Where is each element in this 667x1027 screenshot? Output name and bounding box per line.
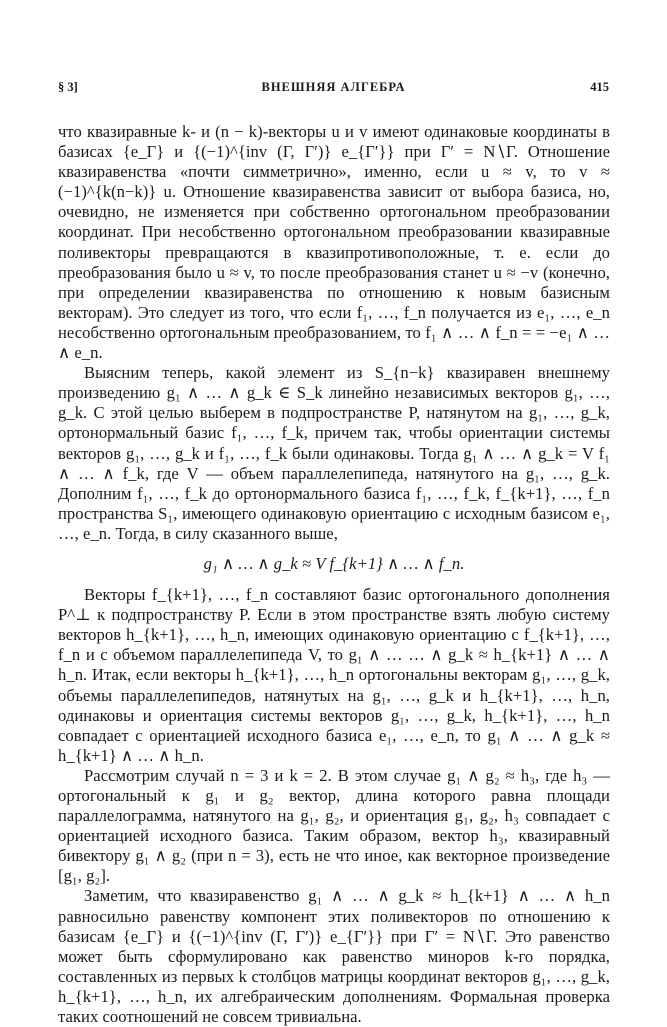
page-body: [58, 122, 610, 1027]
paragraph-find-element: Выясним теперь, какой элемент из S_{n−k} квазиравен внешнему произведению g₁ ∧ … ∧ g_k ∈ S_k линейно независимых векторов g₁, …, g_k. С этой целью выберем в подпространстве P, натянутом на g₁, …, g_k, ортонормальный базис f₁, …, f_k, причем так, чтобы ориентации системы векторов g₁, …, g_k и f₁, …, f_k были одинаковы. Тогда g₁ ∧ … ∧ g_k = V f₁ ∧ … ∧ f_k, где V — объем параллелепипеда, натянутого на g₁, …, g_k. Дополним f₁, …, f_k до ортонормального базиса f₁, …, f_k, f_{k+1}, …, f_n пространства S₁, имеющего одинаковую ориентацию с исходным базисом e₁, …, e_n. Тогда, в силу сказанного выше,: [58, 363, 610, 543]
display-formula: g₁ ∧ … ∧ g_k ≈ V f_{k+1} ∧ … ∧ f_n.: [203, 553, 465, 573]
section-marker: § 3]: [58, 80, 78, 94]
running-header: [58, 80, 609, 100]
paragraph-orthogonal-complement: Векторы f_{k+1}, …, f_n составляют базис ортогонального дополнения P^⊥ к подпространству P. Если в этом пространстве взять любую систему векторов h_{k+1}, …, h_n, имеющих одинаковую ориентацию с f_{k+1}, …, f_n и с объемом параллелепипеда V, то g₁ ∧ … … ∧ g_k ≈ h_{k+1} ∧ … ∧ h_n. Итак, если векторы h_{k+1}, …, h_n ортогональны векторам g₁, …, g_k, объемы параллелепипедов, натянутых на g₁, …, g_k и h_{k+1}, …, h_n, одинаковы и ориентация системы векторов g₁, …, g_k, h_{k+1}, …, h_n совпадает с ориентацией исходного базиса e₁, …, e_n, то g₁ ∧ … ∧ g_k ≈ h_{k+1} ∧ … ∧ h_n.: [58, 585, 610, 765]
paragraph-remark-minors: Заметим, что квазиравенство g₁ ∧ … ∧ g_k ≈ h_{k+1} ∧ … ∧ h_n равносильно равенству компонент этих поливекторов по отношению к базисам {e_Γ} и {(−1)^{inv (Γ, Γ′)} e_{Γ′}} при Γ′ = N∖Γ. Это равенство может быть сформулировано как равенство миноров k-го порядка, составленных из первых k столбцов матрицы координат векторов g₁, …, g_k, h_{k+1}, …, h_n, их алгебраическим дополнениям. Формальная проверка таких соотношений не совсем тривиальна.: [58, 886, 610, 1027]
paragraph-case-n3-k2: Рассмотрим случай n = 3 и k = 2. В этом случае g₁ ∧ g₂ ≈ h₃, где h₃ — ортогональный к g₁ и g₂ вектор, длина которого равна площади параллелограмма, натянутого на g₁, g₂, и ориентация g₁, g₂, h₃ совпадает с ориентацией исходного базиса. Таким образом, вектор h₃, квазиравный бивектору g₁ ∧ g₂ (при n = 3), есть не что иное, как векторное произведение [g₁, g₂].: [58, 765, 610, 886]
paragraph-quasi-equal-coordinates: что квазиравные k- и (n − k)-векторы u и v имеют одинаковые координаты в базисах {e_Γ} и {(−1)^{inv (Γ, Γ′)} e_{Γ′}} при Γ′ = N∖Γ. Отношение квазиравенства «почти симметрично», именно, если u ≈ v, то v ≈ (−1)^{k(n−k)} u. Отношение квазиравенства зависит от выбора базиса, но, очевидно, не изменяется при собственно ортогональном преобразовании координат. При несобственно ортогональном преобразовании квазиравные поливекторы превращаются в квазипротивоположные, т. е. если до преобразования было u ≈ v, то после преобразования станет u ≈ −v (конечно, при определении квазиравенства по отношению к новым базисным векторам). Это следует из того, что если f₁, …, f_n получается из e₁, …, e_n несобственно ортогональным преобразованием, то f₁ ∧ … ∧ f_n = = −e₁ ∧ … ∧ e_n.: [58, 122, 610, 363]
chapter-title: ВНЕШНЯЯ АЛГЕБРА: [261, 80, 406, 94]
page-number: 415: [590, 80, 609, 94]
